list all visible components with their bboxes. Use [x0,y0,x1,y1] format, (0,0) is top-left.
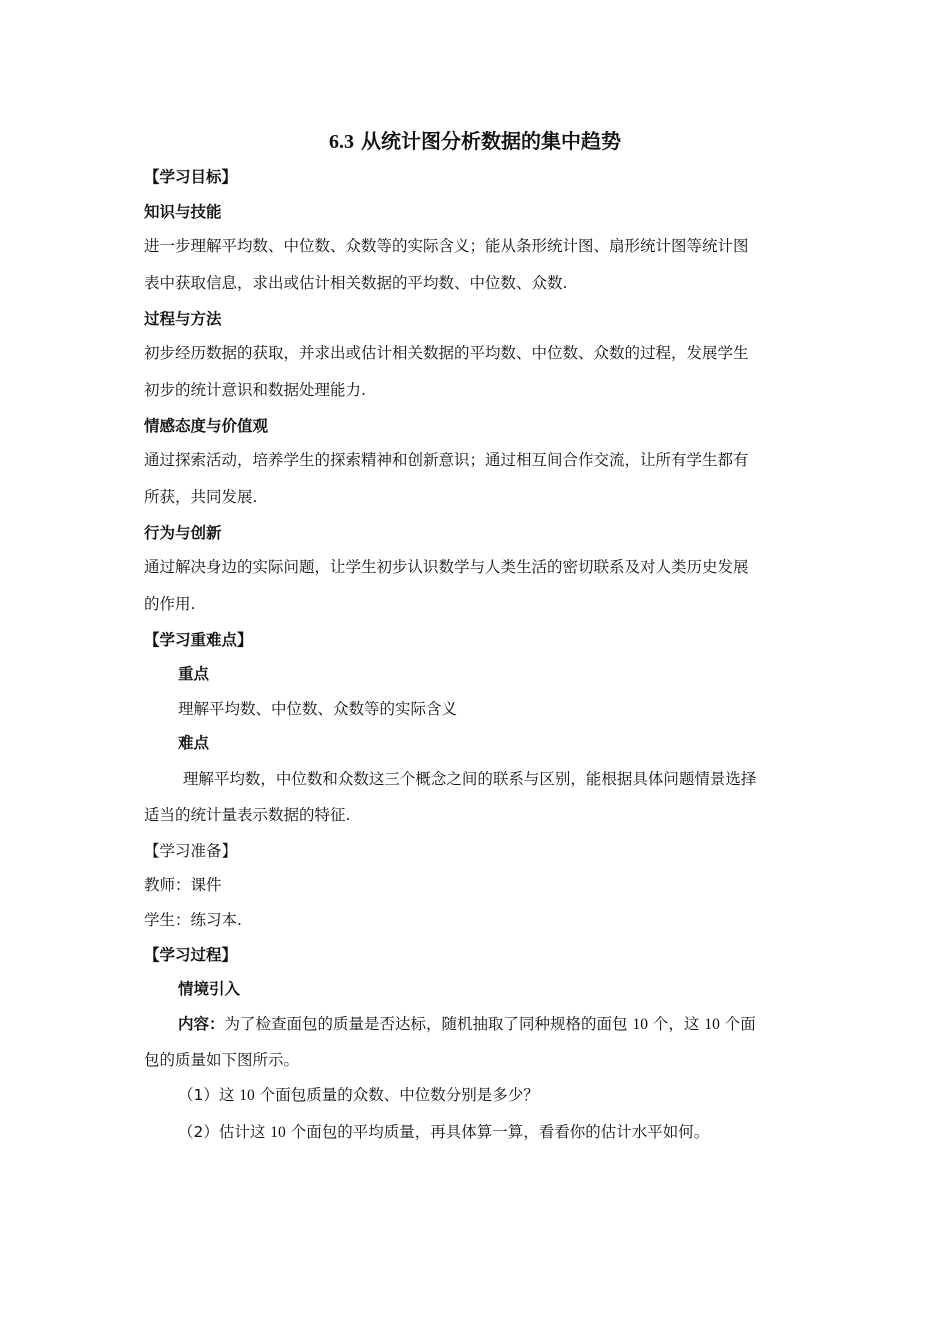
process-text-line1: 初步经历数据的获取，并求出或估计相关数据的平均数、中位数、众数的过程，发展学生 [144,344,749,362]
question-1-text: 个面包质量的众数、中位数分别是多少？ [254,1086,539,1104]
key-heading: 重点 [178,665,210,683]
objectives-heading: 【学习目标】 [144,168,238,186]
content-text-b: 个，这 [647,1015,705,1033]
difficult-heading: 难点 [178,734,210,752]
learning-process-heading: 【学习过程】 [144,946,238,964]
content-number-1: 10 [632,1016,648,1033]
knowledge-heading: 知识与技能 [144,203,222,221]
question-2 [178,1120,818,1145]
prep-teacher: 教师：课件 [144,876,222,894]
prep-heading: 【学习准备】 [144,842,238,860]
question-2-number: 10 [270,1124,286,1141]
content-line2: 包的质量如下图所示。 [144,1051,300,1069]
difficult-text-line2: 适当的统计量表示数据的特征. [144,806,351,824]
emotion-text-line1: 通过探索活动，培养学生的探索精神和创新意识；通过相互间合作交流，让所有学生都有 [144,451,749,469]
question-1-prefix: （1）这 [178,1086,240,1104]
key-text: 理解平均数、中位数、众数等的实际含义 [178,700,458,718]
content-line1 [178,1012,818,1037]
content-text-a: 为了检查面包的质量是否达标，随机抽取了同种规格的面包 [224,1015,633,1033]
emotion-heading: 情感态度与价值观 [144,417,269,435]
difficult-text-line1: 理解平均数，中位数和众数这三个概念之间的联系与区别，能根据具体问题情景选择 [178,770,757,788]
behavior-text-line2: 的作用. [144,595,196,613]
knowledge-text-line1: 进一步理解平均数、中位数、众数等的实际含义；能从条形统计图、扇形统计图等统计图 [144,237,749,255]
knowledge-text-line2: 表中获取信息，求出或估计相关数据的平均数、中位数、众数. [144,274,568,292]
question-1-number: 10 [239,1087,255,1104]
question-2-text: 个面包的平均质量，再具体算一算，看看你的估计水平如何。 [285,1123,710,1141]
keypoints-heading: 【学习重难点】 [144,631,253,649]
page-title [0,126,950,157]
content-number-2: 10 [704,1016,720,1033]
title-number: 6.3 [329,131,355,153]
emotion-text-line2: 所获，共同发展. [144,488,258,506]
title-text: 从统计图分析数据的集中趋势 [360,129,621,153]
content-text-c: 个面 [719,1015,756,1033]
question-1 [178,1083,818,1108]
prep-student: 学生：练习本. [144,911,242,929]
behavior-heading: 行为与创新 [144,524,222,542]
behavior-text-line1: 通过解决身边的实际问题，让学生初步认识数学与人类生活的密切联系及对人类历史发展 [144,558,749,576]
process-text-line2: 初步的统计意识和数据处理能力. [144,381,366,399]
scene-heading: 情境引入 [178,980,241,998]
content-label: 内容： [178,1015,225,1033]
process-heading: 过程与方法 [144,310,222,328]
question-2-prefix: （2）估计这 [178,1123,271,1141]
